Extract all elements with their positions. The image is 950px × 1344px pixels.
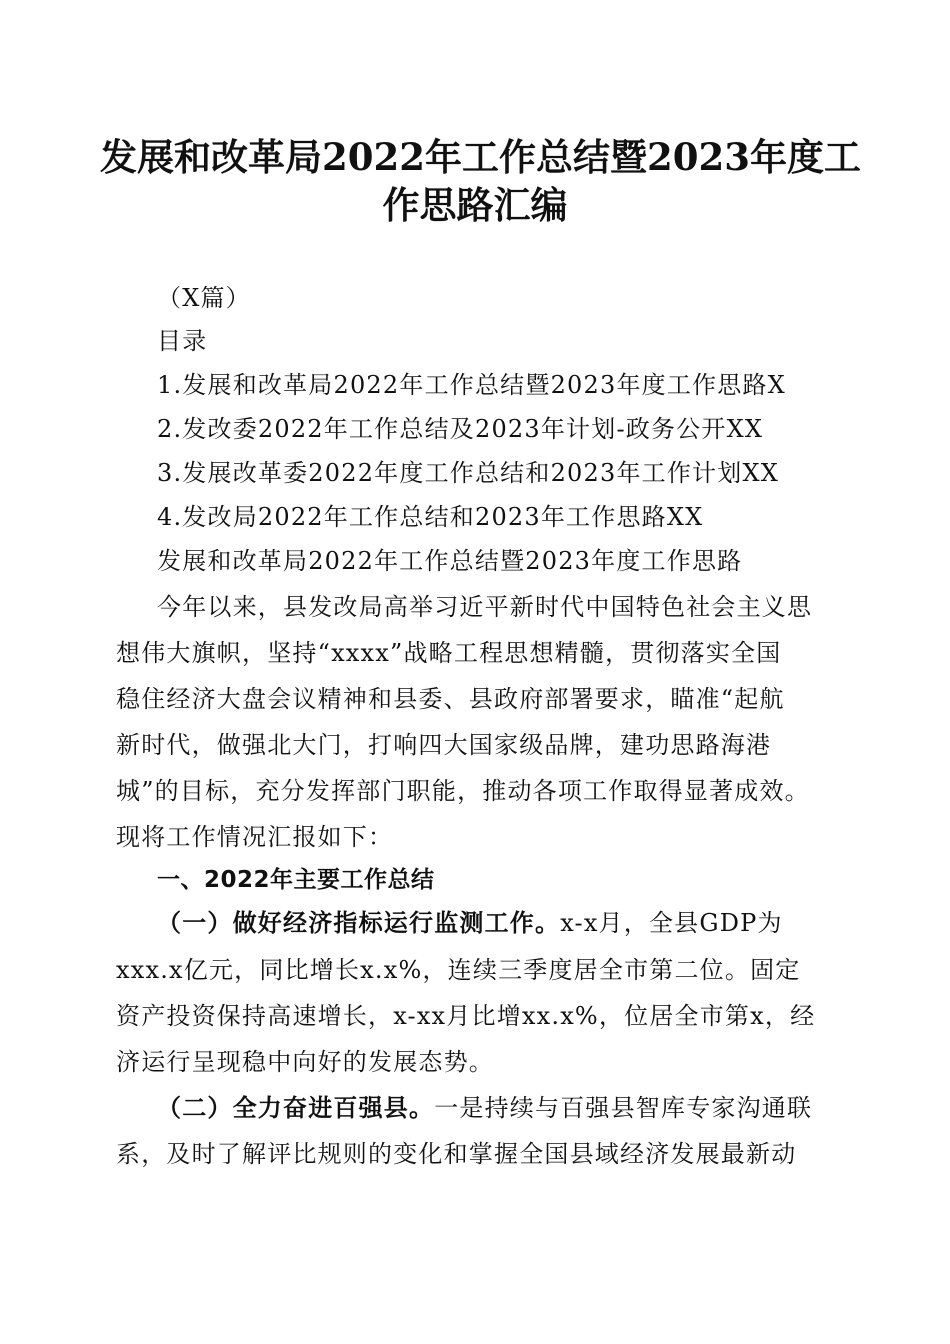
item-1-text: x-x月，全县GDP为 — [560, 909, 783, 937]
toc-item: 3.发展改革委2022年度工作总结和2023年工作计划XX — [157, 459, 780, 487]
intro-paragraph-line: 城”的目标，充分发挥部门职能，推动各项工作取得显著成效。 — [116, 777, 810, 805]
item-2-text: 一是持续与百强县智库专家沟通联 — [434, 1094, 813, 1122]
toc-item: 2.发改委2022年工作总结及2023年计划-政务公开XX — [157, 415, 764, 443]
item-1-line: 济运行呈现稳中向好的发展态势。 — [116, 1048, 494, 1076]
document-subtitle: （X篇） — [157, 284, 251, 312]
item-1-line: xxx.x亿元，同比增长x.x%，连续三季度居全市第二位。固定 — [116, 956, 801, 984]
toc-label: 目录 — [157, 327, 208, 355]
intro-paragraph-line: 想伟大旗帜，坚持“xxxx”战略工程思想精髓，贯彻落实全国 — [116, 639, 782, 667]
document-title-line-1: 发展和改革局2022年工作总结暨2023年度工 — [100, 135, 861, 179]
item-2-lead: （二）全力奋进百强县。 — [157, 1093, 435, 1122]
item-1-line: 资产投资保持高速增长，x-xx月比增xx.x%，位居全市第x，经 — [116, 1002, 816, 1030]
item-1-first-line — [157, 907, 783, 939]
section-heading-1: 一、2022年主要工作总结 — [157, 867, 435, 893]
item-1-lead: （一）做好经济指标运行监测工作。 — [157, 908, 561, 937]
intro-paragraph-line: 新时代，做强北大门，打响四大国家级品牌，建功思路海港 — [116, 731, 772, 759]
item-2-first-line — [157, 1092, 812, 1124]
intro-paragraph-line: 稳住经济大盘会议精神和县委、县政府部署要求，瞄准“起航 — [116, 685, 785, 713]
toc-item: 4.发改局2022年工作总结和2023年工作思路XX — [157, 503, 704, 531]
intro-paragraph-line: 现将工作情况汇报如下： — [116, 823, 394, 851]
document-title-line-2: 作思路汇编 — [382, 183, 568, 227]
toc-item: 1.发展和改革局2022年工作总结暨2023年度工作思路X — [157, 371, 786, 399]
intro-paragraph-line: 今年以来，县发改局高举习近平新时代中国特色社会主义思 — [157, 593, 813, 621]
section-title: 发展和改革局2022年工作总结暨2023年度工作思路 — [157, 547, 743, 575]
item-2-line: 系，及时了解评比规则的变化和掌握全国县域经济发展最新动 — [116, 1140, 797, 1168]
